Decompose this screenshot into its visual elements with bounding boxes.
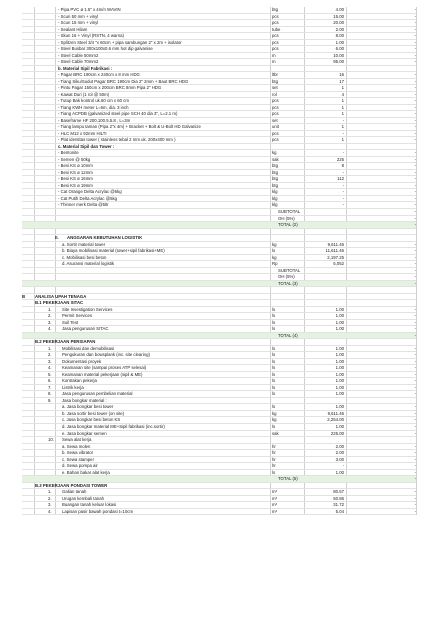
row-number: B	[22, 293, 26, 299]
row-description: TOTAL (2)	[278, 222, 298, 228]
row-number: II.	[55, 235, 59, 241]
row-description: c. Sewa stamper	[62, 456, 95, 462]
row-unit: pcs	[272, 137, 279, 143]
row-unit: rol	[272, 91, 277, 97]
row-description: b. Biaya mobilisasi material (tower+sipil fabrikasi+ME)	[62, 248, 165, 254]
row-quantity: 1	[341, 137, 344, 143]
row-quantity: 2.00	[335, 443, 344, 449]
row-description: - Scun 50 mm + vinyl	[58, 13, 99, 19]
row-number: 2.	[48, 352, 52, 358]
row-quantity: 1.00	[335, 365, 344, 371]
row-description: - Pintu Pagar 150cm x 200cm BRC 8mm Pipa 2" HDG	[58, 85, 162, 91]
row-number: 3.	[48, 358, 52, 364]
row-amount: -	[414, 39, 416, 45]
row-amount: -	[414, 98, 416, 104]
row-unit: ls	[272, 306, 276, 312]
row-amount: -	[414, 195, 416, 201]
row-unit: ls	[272, 365, 276, 371]
row-quantity: 1.00	[335, 345, 344, 351]
row-unit: m³	[272, 489, 278, 495]
row-description: - Semen @ 50kg	[58, 156, 91, 162]
row-unit: ls	[272, 378, 276, 384]
row-unit: unit	[272, 124, 279, 130]
row-amount: -	[414, 104, 416, 110]
row-amount: -	[414, 215, 416, 221]
column-divider	[416, 7, 417, 515]
row-amount: -	[414, 463, 416, 469]
row-quantity: 1.00	[335, 404, 344, 410]
row-unit: ls	[272, 319, 276, 325]
row-unit: hr	[272, 450, 276, 456]
row-number: 2.	[48, 313, 52, 319]
row-amount: -	[414, 254, 416, 260]
row-amount: -	[414, 450, 416, 456]
row-description: B.3 PEKERJAAN PONDASI TOWER	[35, 482, 108, 488]
row-quantity: -	[342, 130, 344, 136]
row-quantity: 1.00	[335, 326, 344, 332]
row-quantity: 2.00	[335, 450, 344, 456]
row-amount: -	[414, 261, 416, 267]
row-amount: -	[414, 345, 416, 351]
row-quantity: 1.00	[335, 313, 344, 319]
row-unit: btg	[272, 182, 278, 188]
row-quantity: 15.00	[333, 13, 344, 19]
table-row[interactable]	[22, 509, 416, 516]
row-description: B.1 PEKERJAAN SITAC	[35, 300, 84, 306]
row-description: - Besi KS ø 10mm	[58, 163, 93, 169]
row-amount: -	[414, 430, 416, 436]
row-unit: pcs	[272, 111, 279, 117]
row-unit: btg	[272, 169, 278, 175]
row-unit: kg	[272, 254, 277, 260]
row-amount: -	[414, 469, 416, 475]
row-unit: ls	[272, 391, 276, 397]
row-amount: -	[414, 46, 416, 52]
row-quantity: 8	[341, 163, 344, 169]
row-quantity: 1	[341, 85, 344, 91]
row-description: TOTAL (5)	[278, 476, 298, 482]
row-description: c. Mobilisasi besi beton	[62, 254, 107, 260]
row-unit: m³	[272, 502, 278, 508]
row-quantity: 17	[339, 78, 344, 84]
row-description: - Thinner merk Delta @5ltr	[58, 202, 109, 208]
row-unit: btg	[272, 163, 278, 169]
row-quantity: 31.72	[333, 502, 344, 508]
row-quantity: 1	[341, 124, 344, 130]
row-description: TOTAL (3)	[278, 280, 298, 286]
row-unit: pcs	[272, 20, 279, 26]
row-quantity: 1.00	[335, 306, 344, 312]
row-unit: m	[272, 52, 276, 58]
row-amount: -	[414, 313, 416, 319]
row-number: 3.	[48, 502, 52, 508]
row-quantity: 225.00	[330, 430, 344, 436]
row-description: Jasa pengurusan pembelian material	[62, 391, 133, 397]
row-unit: hr	[272, 456, 276, 462]
row-amount: -	[414, 59, 416, 65]
row-quantity: 11,611.46	[325, 248, 344, 254]
row-number: 9.	[48, 397, 52, 403]
row-unit: set	[272, 117, 278, 123]
row-description: SUBTOTAL	[278, 267, 301, 273]
row-quantity: 1	[341, 111, 344, 117]
row-amount: -	[414, 13, 416, 19]
row-description: - Tiang KWH meter L=6m, dia. 3 inch	[58, 104, 129, 110]
row-quantity: 5.04	[335, 508, 344, 514]
row-description: Site Investigation Services	[62, 306, 113, 312]
row-description: - Pagar BRC 190cm x 240cm x 8 mm HDG	[58, 72, 140, 78]
row-description: SUBTOTAL	[278, 208, 301, 214]
row-description: Buangan tanah keluar lokasi	[62, 502, 117, 508]
row-description: - Plat identitas tower ( stainless tebal 2 mm uk. 200x400 mm )	[58, 137, 176, 143]
row-unit: btg	[272, 7, 278, 12]
row-description: - Steel Cable 50mm2	[58, 52, 99, 58]
row-unit: ls	[272, 404, 276, 410]
row-description: Jasa pengurusan SITAC	[62, 326, 109, 332]
row-unit: kg	[272, 241, 277, 247]
row-description: - Splitzen Steel 3/4 "x 60cm + pipa sambungan 2" x 2m + isolator	[58, 39, 182, 45]
table-body	[22, 7, 416, 515]
row-amount: -	[414, 358, 416, 364]
row-amount: -	[414, 267, 416, 273]
row-description: Keamanan material pekerjaan (sipil & ME)	[62, 371, 143, 377]
row-number: 5.	[48, 371, 52, 377]
row-unit: kg	[272, 150, 277, 156]
row-number: 1.	[48, 306, 52, 312]
row-unit: btg	[272, 78, 278, 84]
row-quantity: 1.00	[335, 424, 344, 429]
row-quantity: 1.00	[335, 391, 344, 397]
row-unit: tube	[272, 26, 281, 32]
row-amount: -	[414, 365, 416, 371]
row-amount: -	[414, 26, 416, 32]
row-amount: -	[414, 156, 416, 162]
row-number: 4.	[48, 508, 52, 514]
row-description: Lapisan pasir bawah pondasi t=10cm	[62, 508, 134, 514]
row-description: OH (5%)	[278, 274, 295, 280]
row-quantity: 9,611.46	[327, 410, 344, 416]
row-amount: -	[414, 443, 416, 449]
row-quantity: 50.86	[333, 495, 344, 501]
row-description: OH (5%)	[278, 215, 295, 221]
row-amount: -	[414, 274, 416, 280]
row-description: d. Jasa bongkar material ME+Sipil fabrikasi (inc.sortir)	[62, 424, 165, 429]
row-amount: -	[414, 169, 416, 175]
row-description: TOTAL (4)	[278, 332, 298, 338]
row-amount: -	[414, 306, 416, 312]
row-quantity: 1.00	[335, 378, 344, 384]
row-unit: pcs	[272, 98, 279, 104]
row-quantity: 2,197.25	[327, 254, 344, 260]
row-amount: -	[414, 117, 416, 123]
row-amount: -	[414, 248, 416, 254]
row-quantity: 16	[339, 72, 344, 78]
row-amount: -	[414, 33, 416, 39]
row-amount: -	[414, 202, 416, 208]
row-unit: sak	[272, 156, 279, 162]
row-description: - Baseframe HF 200.100.5.5.8 , L=3m	[58, 117, 131, 123]
row-description: B.2 PEKERJAAN PERSIAPAN	[35, 339, 96, 345]
row-quantity: 1	[341, 98, 344, 104]
row-description: e. Bahan bakar alat kerja	[62, 469, 110, 475]
row-quantity: 112	[337, 176, 344, 182]
row-unit: ls	[272, 248, 276, 254]
row-unit: pcs	[272, 39, 279, 45]
row-amount: -	[414, 20, 416, 26]
row-amount: -	[414, 352, 416, 358]
row-amount: -	[414, 176, 416, 182]
row-amount: -	[414, 182, 416, 188]
row-quantity: 5,052	[333, 261, 344, 267]
row-description: Soil Test	[62, 319, 79, 325]
row-amount: -	[414, 137, 416, 143]
row-quantity: -	[342, 169, 344, 175]
row-unit: Rp	[272, 261, 278, 267]
row-description: b. Sewa vibrator	[62, 450, 94, 456]
row-amount: -	[414, 319, 416, 325]
row-quantity: 2,254.00	[327, 417, 344, 423]
row-quantity: 6.00	[335, 46, 344, 52]
row-unit: pcs	[272, 104, 279, 110]
row-amount: -	[414, 78, 416, 84]
row-amount: -	[414, 52, 416, 58]
row-amount: -	[414, 280, 416, 286]
row-amount: -	[414, 241, 416, 247]
row-quantity: 2.00	[335, 26, 344, 32]
row-number: 10.	[48, 437, 54, 443]
row-description: c. Jasa bongkar besi beton KS	[62, 417, 121, 423]
row-description: - Steel Cable 70mm2	[58, 59, 99, 65]
row-amount: -	[414, 150, 416, 156]
row-amount: -	[414, 332, 416, 338]
row-amount: -	[414, 85, 416, 91]
row-number: 4.	[48, 326, 52, 332]
row-description: - Cat Orange Delta Acrylac @5kg	[58, 189, 122, 195]
row-quantity: 80.57	[333, 489, 344, 495]
row-amount: -	[414, 378, 416, 384]
row-quantity: 1.00	[335, 39, 344, 45]
row-quantity: -	[342, 195, 344, 201]
row-quantity: 95.00	[333, 59, 344, 65]
row-description: - Tiang lampu taman (Pipa 2"x 4m) + Bracket + Bolt & U-Bolt HD Galvanize	[58, 124, 201, 130]
row-unit: klg	[272, 189, 278, 195]
row-quantity: -	[342, 182, 344, 188]
row-amount: -	[414, 111, 416, 117]
row-amount: -	[414, 476, 416, 482]
row-unit: btg	[272, 176, 278, 182]
row-description: Jasa bongkar material :	[62, 397, 107, 403]
row-number: 4.	[48, 365, 52, 371]
row-quantity: 9,611.46	[327, 241, 344, 247]
row-unit: hr	[272, 443, 276, 449]
row-description: - Skun 16 + Vinyl (RSTN, 4 warna)	[58, 33, 124, 39]
row-quantity: 1.00	[335, 358, 344, 364]
row-number: 3.	[48, 319, 52, 325]
row-quantity: 1.00	[335, 319, 344, 325]
row-amount: -	[414, 391, 416, 397]
row-description: d. Asuransi material logistik	[62, 261, 115, 267]
row-unit: pcs	[272, 46, 279, 52]
row-description: Pengukuran dan bowsplank (inc. site clearing)	[62, 352, 150, 358]
row-description: Dokumentasi proyek	[62, 358, 102, 364]
row-description: - Tiang Siku/Sudut Pagar BRC 190cm Dia 2" 2mm + Baut BRC HDG	[58, 78, 189, 84]
row-amount: -	[414, 424, 416, 429]
row-amount: -	[414, 189, 416, 195]
row-unit: pcs	[272, 130, 279, 136]
row-description: c. Material Sipil dan Tower :	[58, 143, 115, 149]
row-number: 7.	[48, 384, 52, 390]
row-quantity: 1.00	[335, 371, 344, 377]
row-amount: -	[414, 502, 416, 508]
row-description: Urugan kembali tanah	[62, 495, 105, 501]
row-quantity: 1	[341, 104, 344, 110]
row-description: Listrik kerja	[62, 384, 84, 390]
row-unit: pcs	[272, 13, 279, 19]
row-quantity: 10.00	[333, 52, 344, 58]
row-quantity: 1.00	[335, 352, 344, 358]
spreadsheet	[22, 7, 416, 515]
row-quantity: -	[342, 189, 344, 195]
row-unit: set	[272, 85, 278, 91]
row-amount: -	[414, 371, 416, 377]
row-amount: -	[414, 489, 416, 495]
row-unit: ls	[272, 326, 276, 332]
row-description: - Tutup Bak kontrol uk.60 cm x 60 cm	[58, 98, 129, 104]
row-description: Keamanan site (sampai proses ATP selesai)	[62, 365, 147, 371]
row-description: Galian tanah	[62, 489, 87, 495]
row-description: - Pipa PVC ø 1.5" x 4m/n WAVIN	[58, 7, 121, 12]
row-quantity: -	[342, 202, 344, 208]
row-unit: m	[272, 59, 276, 65]
row-description: - Bentonite	[58, 150, 79, 156]
row-quantity: -	[342, 150, 344, 156]
row-unit: pcs	[272, 33, 279, 39]
row-amount: -	[414, 384, 416, 390]
row-unit: ls	[272, 371, 276, 377]
row-description: - Tiang ACPDB (galvanized steel pipe SCH 40 dia 3", L=2.1 m)	[58, 111, 178, 117]
row-quantity: 1.00	[335, 469, 344, 475]
row-amount: -	[414, 208, 416, 214]
row-number: 6.	[48, 378, 52, 384]
row-quantity: 20.00	[333, 20, 344, 26]
row-unit: ls	[272, 384, 276, 390]
row-unit: ls	[272, 313, 276, 319]
row-unit: ls	[272, 358, 276, 364]
row-number: 2.	[48, 495, 52, 501]
row-unit: sak	[272, 430, 279, 436]
row-amount: -	[414, 130, 416, 136]
row-unit: ls	[272, 352, 276, 358]
row-number: 8.	[48, 391, 52, 397]
row-amount: -	[414, 326, 416, 332]
row-description: ANGGARAN KEBUTUHAN LOGISTIK	[67, 235, 143, 241]
row-description: b. Material Sipil Fabrikasi :	[58, 65, 113, 71]
row-amount: -	[414, 91, 416, 97]
row-amount: -	[414, 7, 416, 12]
row-amount: -	[414, 72, 416, 78]
row-quantity: 4	[341, 91, 344, 97]
row-quantity: 1.00	[335, 384, 344, 390]
row-description: - Besi KS ø 16mm	[58, 176, 93, 182]
row-description: a. Sewa molen	[62, 443, 91, 449]
row-unit: kg	[272, 410, 277, 416]
row-description: - Besi KS ø 12mm	[58, 169, 93, 175]
row-description: a. Jasa bongkar besi tower	[62, 404, 114, 410]
row-amount: -	[414, 222, 416, 228]
row-description: - Cat Putih Delta Acrylac @5kg	[58, 195, 118, 201]
row-description: a. Sortir material tower	[62, 241, 106, 247]
row-unit: m³	[272, 495, 278, 501]
row-unit: ls	[272, 469, 276, 475]
row-amount: -	[414, 124, 416, 130]
row-unit: m³	[272, 508, 278, 514]
row-number: 1.	[48, 489, 52, 495]
row-unit: hr	[272, 463, 276, 469]
row-quantity: 225	[336, 156, 344, 162]
row-description: - Sealant Hilam	[58, 26, 88, 32]
row-description: e. Jasa bongkar semen	[62, 430, 107, 436]
row-amount: -	[414, 163, 416, 169]
row-description: Sewa alat kerja	[62, 437, 92, 443]
row-amount: -	[414, 456, 416, 462]
row-description: Kontrakan pekerja	[62, 378, 97, 384]
row-quantity: -	[342, 117, 344, 123]
row-description: - HLC M12 x 92mm HILTI	[58, 130, 107, 136]
row-unit: klg	[272, 195, 278, 201]
row-amount: -	[414, 495, 416, 501]
row-quantity: -	[342, 463, 344, 469]
row-description: - Steel Busbar 300x100x0.6 mm hot dip galvanise	[58, 46, 153, 52]
row-quantity: 8.00	[335, 33, 344, 39]
row-description: - Scun 15 mm + vinyl	[58, 20, 99, 26]
row-amount: -	[414, 417, 416, 423]
row-description: - Besi KS ø 19mm	[58, 182, 93, 188]
row-amount: -	[414, 404, 416, 410]
row-amount: -	[414, 508, 416, 514]
row-unit: kg	[272, 417, 277, 423]
row-description: Permit Services	[62, 313, 93, 319]
row-number: 1.	[48, 345, 52, 351]
row-unit: ltbr	[272, 72, 278, 78]
row-description: d. Sewa pompa air	[62, 463, 98, 469]
row-description: Mobilisasi dan demobilisasi	[62, 345, 115, 351]
row-description: b. Jasa sortir besi tower (on site)	[62, 410, 125, 416]
row-amount: -	[414, 410, 416, 416]
row-description: ANALISA UPAH TENAGA	[35, 293, 87, 299]
row-description: - Kawat Duri (1 rol @ 50m)	[58, 91, 110, 97]
row-unit: ls	[272, 424, 276, 429]
row-unit: klg	[272, 202, 278, 208]
row-quantity: 3.00	[335, 456, 344, 462]
row-quantity: 4.00	[335, 7, 344, 12]
row-unit: ls	[272, 345, 276, 351]
